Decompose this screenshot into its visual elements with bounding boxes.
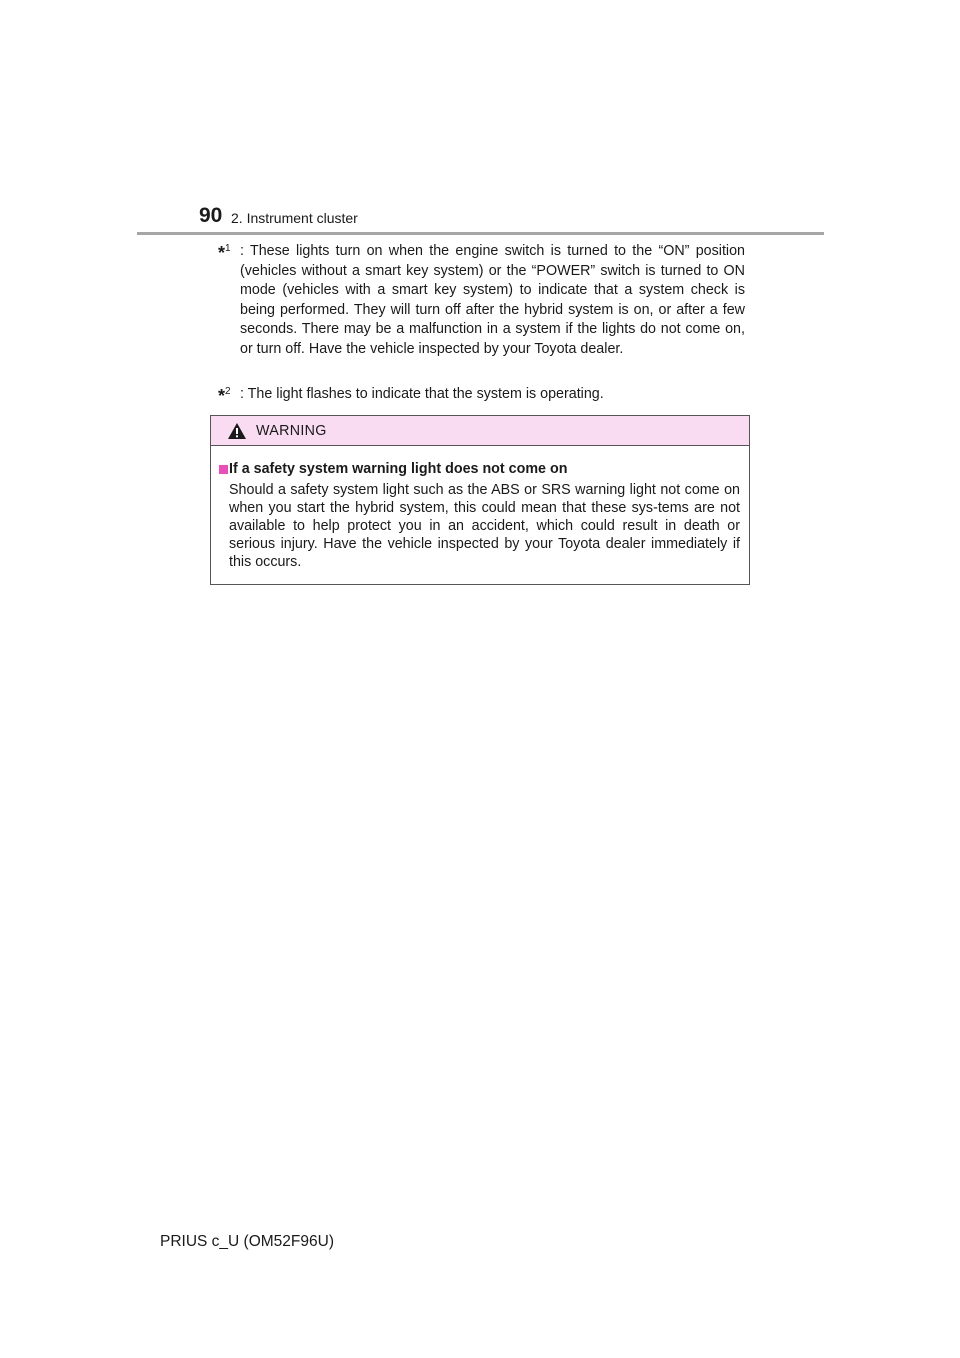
footnote-marker: *$^2$: [218, 386, 231, 406]
footnote-1: [218, 242, 745, 359]
warning-heading-text: If a safety system warning light does not come on: [229, 461, 568, 477]
square-bullet-icon: [219, 465, 228, 474]
footnote-text: : The light flashes to indicate that the system is operating.: [240, 386, 604, 402]
warning-box: [210, 415, 750, 585]
header-rule: [137, 232, 824, 235]
warning-triangle-icon: [227, 422, 247, 440]
warning-header: [211, 416, 749, 446]
warning-heading: [220, 460, 740, 479]
section-title: 2. Instrument cluster: [231, 210, 358, 226]
footnote-2: [218, 385, 745, 405]
warning-title: WARNING: [256, 423, 327, 439]
warning-text: Should a safety system light such as the ABS or SRS warning light not come on when you start the hybrid system, this could mean that these sys-tems are not available to help protect you in an accident, which could result in death or serious injury. Have the vehicle inspected by your Toyota dealer immediately if this occurs.: [229, 482, 740, 570]
footnote-marker: *$^1$: [218, 243, 231, 263]
page-number: 90: [199, 204, 223, 227]
footer-model: PRIUS c_U (OM52F96U): [160, 1233, 334, 1250]
footnote-text: : These lights turn on when the engine switch is turned to the “ON” position (vehicles without a smart key system) or the “POWER” switch is turned to ON mode (vehicles with a smart key system) to indicate that a system check is being performed. They will turn off after the hybrid system is on, or after a few seconds. There may be a malfunction in a system if the lights do not come on, or turn off. Have the vehicle inspected by your Toyota dealer.: [240, 243, 745, 357]
warning-body: [211, 446, 749, 571]
